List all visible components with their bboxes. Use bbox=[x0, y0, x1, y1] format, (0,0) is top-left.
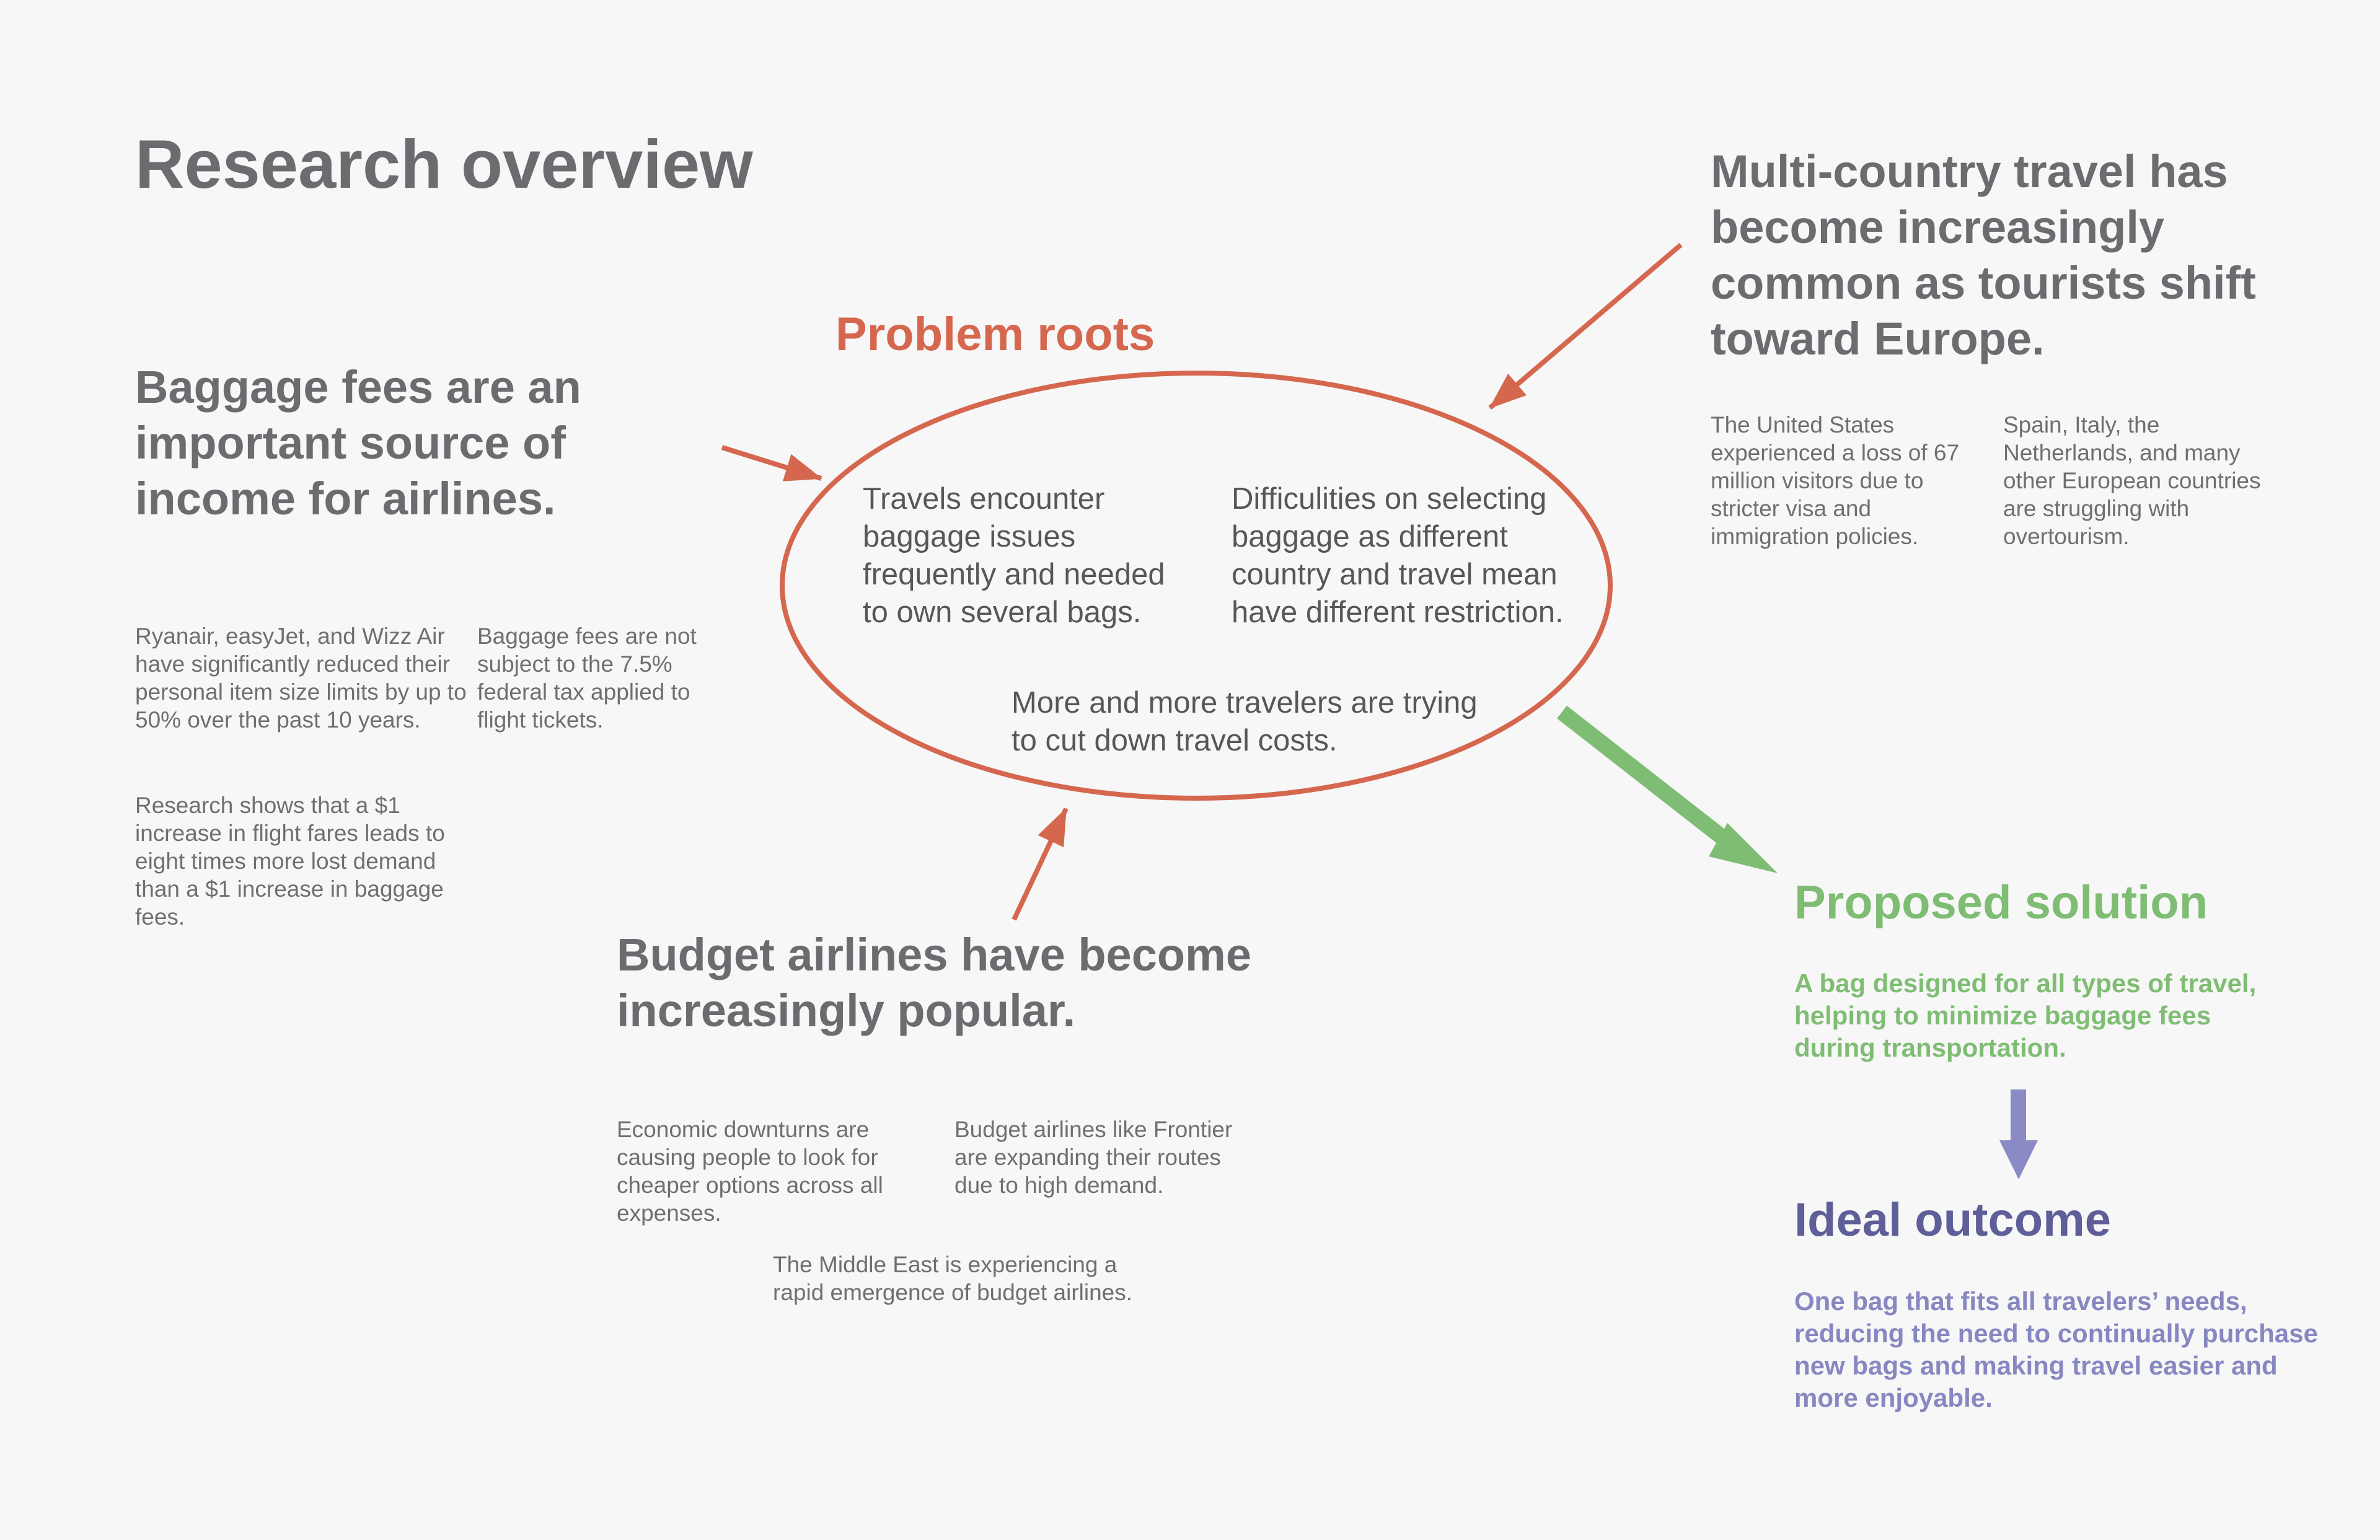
budget-airlines-note-3: The Middle East is experiencing a rapid emergence of budget airlines. bbox=[773, 1252, 1133, 1305]
budget-airlines-headline: Budget airlines have become increasingly popular. bbox=[617, 929, 1252, 1036]
arrow-problem-to-solution bbox=[1562, 712, 1778, 873]
budget-airlines-note-2: Budget airlines like Frontier are expanding their routes due to high demand. bbox=[954, 1117, 1233, 1198]
arrow-solution-to-outcome bbox=[1999, 1089, 2038, 1179]
ideal-outcome-body: One bag that fits all travelers’ needs, reducing the need to continually purchase new bags and making travel easier and more enjoyable. bbox=[1794, 1287, 2318, 1412]
multi-country-note-2: Spain, Italy, the Netherlands, and many other European countries are struggling with overtourism. bbox=[2003, 412, 2261, 549]
ideal-outcome-title: Ideal outcome bbox=[1794, 1194, 2111, 1246]
problem-root-item-1: Travels encounter baggage issues frequently and needed to own several bags. bbox=[863, 482, 1165, 629]
baggage-fees-headline: Baggage fees are an important source of income for airlines. bbox=[135, 361, 581, 524]
proposed-solution-title: Proposed solution bbox=[1794, 876, 2208, 929]
arrow-baggage-fees-to-problem bbox=[722, 447, 821, 478]
baggage-fees-note-3: Research shows that a $1 increase in flight fares leads to eight times more lost demand than a $1 increase in baggage fees. bbox=[135, 793, 445, 930]
page-title: Research overview bbox=[135, 126, 753, 203]
problem-roots-title: Problem roots bbox=[835, 308, 1155, 361]
baggage-fees-note-1: Ryanair, easyJet, and Wizz Air have significantly reduced their personal item size limits by up to 50% over the past 10 years. bbox=[135, 623, 467, 733]
multi-country-headline: Multi-country travel has become increasingly common as tourists shift toward Europe. bbox=[1711, 146, 2256, 364]
problem-root-item-2: Difficulities on selecting baggage as different country and travel mean have different restriction. bbox=[1232, 482, 1564, 629]
problem-root-item-3: More and more travelers are trying to cut down travel costs. bbox=[1011, 686, 1478, 757]
baggage-fees-note-2: Baggage fees are not subject to the 7.5% federal tax applied to flight tickets. bbox=[477, 623, 697, 733]
budget-airlines-note-1: Economic downturns are causing people to look for cheaper options across all expenses. bbox=[617, 1117, 883, 1226]
arrow-multi-country-to-problem bbox=[1490, 245, 1681, 408]
multi-country-note-1: The United States experienced a loss of 67 million visitors due to stricter visa and immigration policies. bbox=[1711, 412, 1960, 549]
arrow-budget-airlines-to-problem bbox=[1014, 809, 1066, 920]
proposed-solution-body: A bag designed for all types of travel, helping to minimize baggage fees during transportation. bbox=[1794, 969, 2257, 1062]
